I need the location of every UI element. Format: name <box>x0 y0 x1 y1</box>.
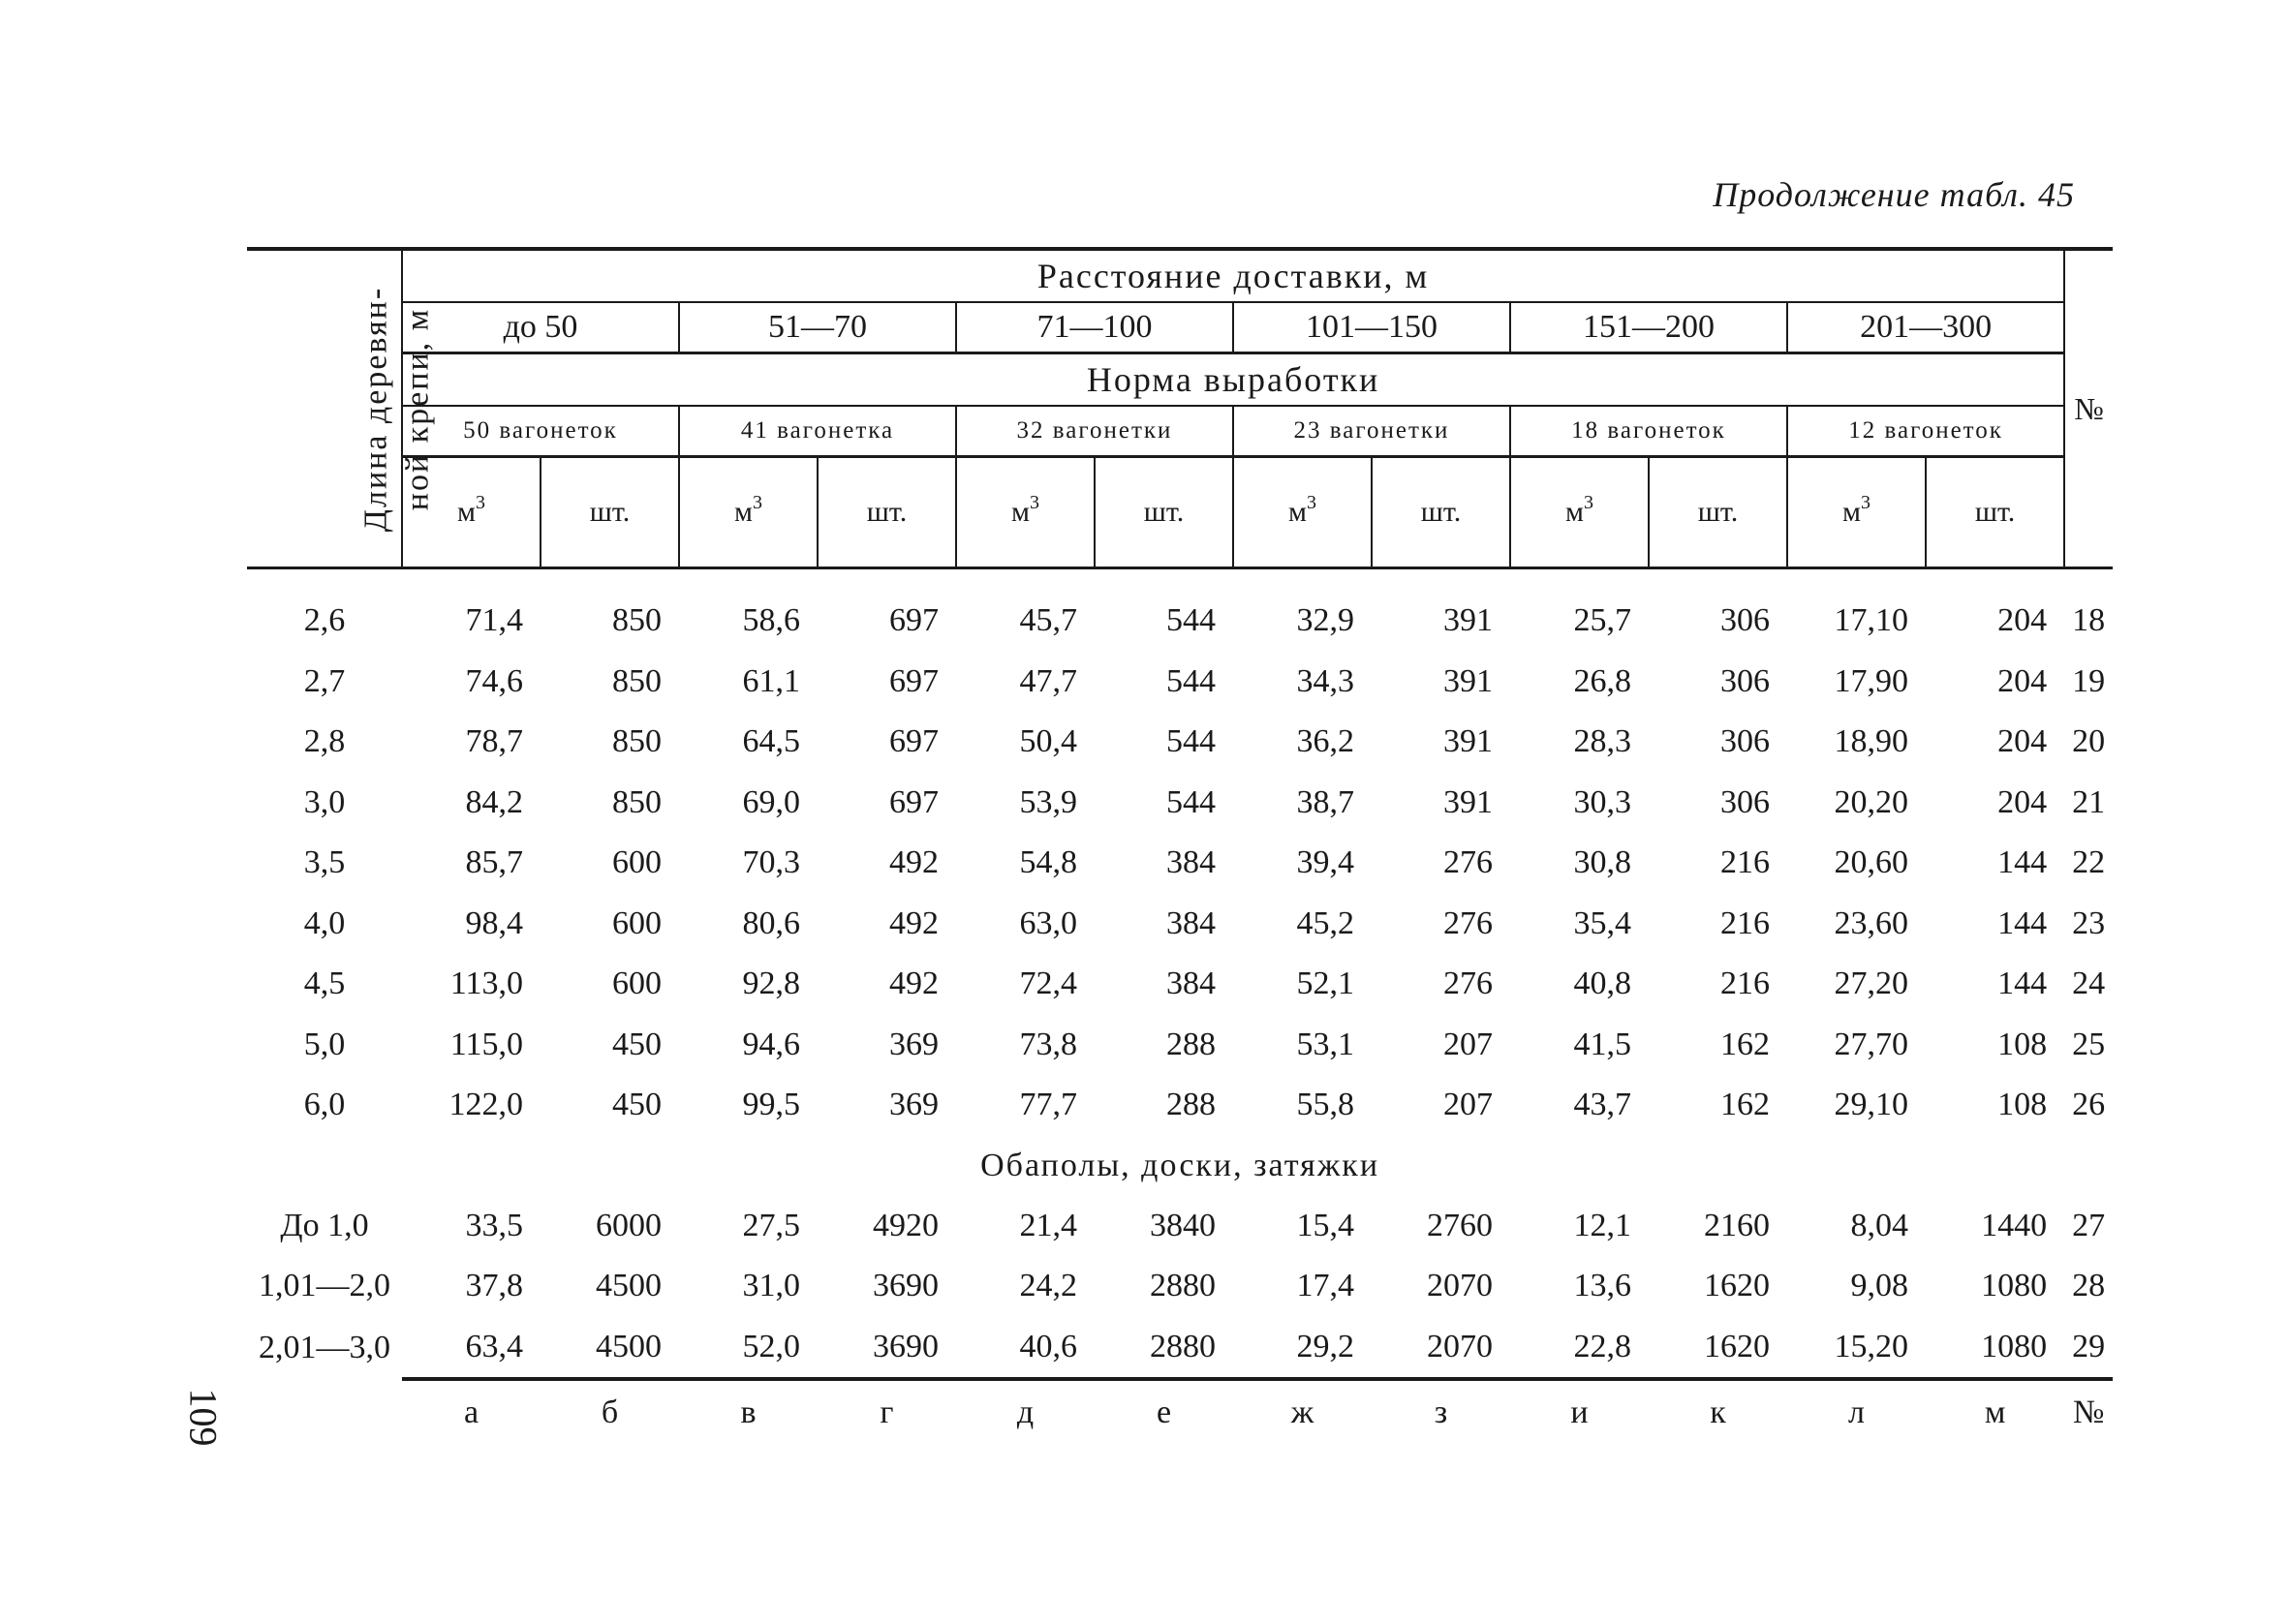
table-body <box>247 568 2113 1446</box>
unit-m3-header <box>1787 457 1926 568</box>
length-cell: 3,5 <box>303 844 346 881</box>
value-cell: 1620 <box>1704 1268 1770 1304</box>
wagon-count-header: 32 вагонетки <box>956 406 1233 457</box>
unit-m3-exponent: 3 <box>752 492 762 513</box>
value-cell: 492 <box>889 844 939 881</box>
distance-range-header: до 50 <box>402 302 679 353</box>
value-cell: 18,90 <box>1834 723 1908 760</box>
distance-title: Расстояние доставки, м <box>402 249 2064 302</box>
wagon-count-header: 12 вагонеток <box>1787 406 2064 457</box>
table-row <box>247 712 2113 773</box>
column-letter: е <box>1095 1379 1233 1445</box>
value-cell: 63,4 <box>465 1328 523 1364</box>
row-number-cell: 19 <box>2072 662 2106 699</box>
value-cell: 391 <box>1443 783 1493 820</box>
column-letter: а <box>402 1379 541 1445</box>
value-cell: 32,9 <box>1296 602 1354 639</box>
unit-m3-base: м <box>1565 496 1584 528</box>
value-cell: 24,2 <box>1019 1268 1077 1304</box>
value-cell: 391 <box>1443 662 1493 699</box>
value-cell: 17,90 <box>1834 662 1908 699</box>
length-cell: 5,0 <box>303 1026 346 1062</box>
row-number-cell: 27 <box>2072 1207 2106 1243</box>
value-cell: 108 <box>1997 1026 2048 1062</box>
row-number-cell: 26 <box>2072 1087 2106 1123</box>
value-cell: 31,0 <box>742 1268 800 1304</box>
value-cell: 850 <box>612 723 662 760</box>
row-number-cell: 23 <box>2072 904 2106 941</box>
value-cell: 3690 <box>873 1328 939 1364</box>
length-label-line2: ной крепи, м <box>399 307 435 510</box>
value-cell: 20,60 <box>1834 844 1908 881</box>
wagon-count-header: 23 вагонетки <box>1233 406 1510 457</box>
value-cell: 64,5 <box>742 723 800 760</box>
value-cell: 544 <box>1166 723 1216 760</box>
table-caption: Продолжение табл. 45 <box>1713 175 2075 214</box>
value-cell: 115,0 <box>449 1026 523 1062</box>
value-cell: 4500 <box>596 1268 662 1304</box>
value-cell: 72,4 <box>1019 965 1077 1002</box>
value-cell: 21,4 <box>1019 1207 1077 1243</box>
unit-m3-header <box>956 457 1095 568</box>
value-cell: 50,4 <box>1019 723 1077 760</box>
value-cell: 27,70 <box>1834 1026 1908 1062</box>
unit-m3-base: м <box>1842 496 1861 528</box>
value-cell: 276 <box>1443 844 1493 881</box>
length-header <box>247 249 435 568</box>
value-cell: 1620 <box>1704 1328 1770 1364</box>
value-cell: 544 <box>1166 602 1216 639</box>
value-cell: 384 <box>1166 965 1216 1002</box>
value-cell: 55,8 <box>1296 1087 1354 1123</box>
value-cell: 30,3 <box>1573 783 1631 820</box>
value-cell: 9,08 <box>1850 1268 1908 1304</box>
value-cell: 204 <box>1997 783 2048 820</box>
unit-m3-exponent: 3 <box>1583 492 1593 513</box>
value-cell: 78,7 <box>465 723 523 760</box>
unit-m3-header <box>679 457 818 568</box>
column-letter: г <box>818 1379 956 1445</box>
value-cell: 74,6 <box>465 662 523 699</box>
value-cell: 15,4 <box>1296 1207 1354 1243</box>
value-cell: 40,8 <box>1573 965 1631 1002</box>
value-cell: 492 <box>889 965 939 1002</box>
unit-m3-base: м <box>1288 496 1307 528</box>
value-cell: 63,0 <box>1019 904 1077 941</box>
value-cell: 697 <box>889 783 939 820</box>
value-cell: 12,1 <box>1573 1207 1631 1243</box>
unit-m3-exponent: 3 <box>1860 492 1871 513</box>
value-cell: 84,2 <box>465 783 523 820</box>
table-row <box>247 773 2113 834</box>
value-cell: 288 <box>1166 1087 1216 1123</box>
value-cell: 25,7 <box>1573 602 1631 639</box>
value-cell: 71,4 <box>465 602 523 639</box>
value-cell: 276 <box>1443 904 1493 941</box>
value-cell: 600 <box>612 844 662 881</box>
distance-range-header: 101—150 <box>1233 302 1510 353</box>
value-cell: 45,2 <box>1296 904 1354 941</box>
value-cell: 2880 <box>1150 1328 1216 1364</box>
value-cell: 23,60 <box>1834 904 1908 941</box>
table-row <box>247 1317 2113 1380</box>
value-cell: 4500 <box>596 1328 662 1364</box>
value-cell: 94,6 <box>742 1026 800 1062</box>
value-cell: 850 <box>612 602 662 639</box>
value-cell: 98,4 <box>465 904 523 941</box>
value-cell: 697 <box>889 662 939 699</box>
row-number-cell: 21 <box>2072 783 2106 820</box>
value-cell: 2160 <box>1704 1207 1770 1243</box>
value-cell: 204 <box>1997 602 2048 639</box>
column-letter: л <box>1787 1379 1926 1445</box>
value-cell: 77,7 <box>1019 1087 1077 1123</box>
value-cell: 2760 <box>1427 1207 1493 1243</box>
value-cell: 29,2 <box>1296 1328 1354 1364</box>
column-letter: ж <box>1233 1379 1372 1445</box>
table-row <box>247 1075 2113 1136</box>
value-cell: 52,0 <box>742 1328 800 1364</box>
wagon-count-header: 18 вагонеток <box>1510 406 1787 457</box>
page-number: 109 <box>181 1388 226 1447</box>
range-row <box>247 302 2113 353</box>
unit-row <box>247 457 2113 568</box>
value-cell: 17,10 <box>1834 602 1908 639</box>
unit-pcs-header: шт. <box>1095 457 1233 568</box>
column-letter: б <box>541 1379 679 1445</box>
value-cell: 1080 <box>1981 1268 2048 1304</box>
table-row <box>247 894 2113 955</box>
value-cell: 35,4 <box>1573 904 1631 941</box>
value-cell: 45,7 <box>1019 602 1077 639</box>
value-cell: 47,7 <box>1019 662 1077 699</box>
value-cell: 450 <box>612 1087 662 1123</box>
length-cell: 6,0 <box>303 1087 346 1123</box>
length-cell: 2,01—3,0 <box>259 1329 390 1365</box>
table-row <box>247 1196 2113 1257</box>
value-cell: 80,6 <box>742 904 800 941</box>
value-cell: 17,4 <box>1296 1268 1354 1304</box>
value-cell: 204 <box>1997 723 2048 760</box>
value-cell: 52,1 <box>1296 965 1354 1002</box>
length-cell: 4,0 <box>303 904 346 941</box>
value-cell: 369 <box>889 1087 939 1123</box>
value-cell: 697 <box>889 723 939 760</box>
column-letter: к <box>1649 1379 1787 1445</box>
section-row <box>247 1136 2113 1196</box>
number-header: № <box>2064 249 2113 568</box>
unit-pcs-header: шт. <box>818 457 956 568</box>
value-cell: 26,8 <box>1573 662 1631 699</box>
value-cell: 61,1 <box>742 662 800 699</box>
column-letter-row <box>247 1379 2113 1445</box>
value-cell: 70,3 <box>742 844 800 881</box>
value-cell: 450 <box>612 1026 662 1062</box>
table-row <box>247 591 2113 652</box>
value-cell: 22,8 <box>1573 1328 1631 1364</box>
value-cell: 544 <box>1166 783 1216 820</box>
table-row <box>247 954 2113 1015</box>
unit-m3-header <box>1510 457 1649 568</box>
value-cell: 20,20 <box>1834 783 1908 820</box>
value-cell: 204 <box>1997 662 2048 699</box>
value-cell: 306 <box>1720 602 1770 639</box>
column-letter: в <box>679 1379 818 1445</box>
length-cell: 1,01—2,0 <box>259 1268 390 1304</box>
unit-m3-base: м <box>457 496 476 528</box>
value-cell: 369 <box>889 1026 939 1062</box>
value-cell: 73,8 <box>1019 1026 1077 1062</box>
wagon-count-header: 41 вагонетка <box>679 406 956 457</box>
value-cell: 391 <box>1443 602 1493 639</box>
value-cell: 384 <box>1166 904 1216 941</box>
column-letter: м <box>1926 1379 2064 1445</box>
table-row <box>247 1256 2113 1317</box>
length-label-line1: Длина деревян- <box>357 286 394 532</box>
value-cell: 1440 <box>1981 1207 2048 1243</box>
value-cell: 6000 <box>596 1207 662 1243</box>
value-cell: 99,5 <box>742 1087 800 1123</box>
value-cell: 122,0 <box>448 1087 523 1123</box>
value-cell: 34,3 <box>1296 662 1354 699</box>
distance-range-header: 71—100 <box>956 302 1233 353</box>
length-cell: 2,6 <box>303 602 346 639</box>
unit-m3-exponent: 3 <box>1306 492 1316 513</box>
row-number-cell: 25 <box>2072 1026 2106 1062</box>
value-cell: 600 <box>612 965 662 1002</box>
length-cell: 4,5 <box>303 965 346 1002</box>
row-number-cell: 28 <box>2072 1268 2106 1304</box>
value-cell: 544 <box>1166 662 1216 699</box>
value-cell: 43,7 <box>1573 1087 1631 1123</box>
value-cell: 2070 <box>1427 1268 1493 1304</box>
value-cell: 216 <box>1720 904 1770 941</box>
value-cell: 2880 <box>1150 1268 1216 1304</box>
value-cell: 40,6 <box>1019 1328 1077 1364</box>
value-cell: 36,2 <box>1296 723 1354 760</box>
value-cell: 39,4 <box>1296 844 1354 881</box>
value-cell: 207 <box>1443 1087 1493 1123</box>
unit-pcs-header: шт. <box>1372 457 1510 568</box>
value-cell: 28,3 <box>1573 723 1631 760</box>
value-cell: 207 <box>1443 1026 1493 1062</box>
column-letter-number: № <box>2064 1379 2113 1445</box>
value-cell: 108 <box>1997 1087 2048 1123</box>
value-cell: 162 <box>1720 1087 1770 1123</box>
value-cell: 697 <box>889 602 939 639</box>
table-row <box>247 833 2113 894</box>
value-cell: 850 <box>612 662 662 699</box>
norms-table <box>247 247 2113 1445</box>
section-title: Обаполы, доски, затяжки <box>980 1147 1380 1183</box>
value-cell: 3840 <box>1150 1207 1216 1243</box>
value-cell: 85,7 <box>465 844 523 881</box>
row-number-cell: 24 <box>2072 965 2106 1002</box>
unit-m3-base: м <box>1011 496 1030 528</box>
value-cell: 27,20 <box>1834 965 1908 1002</box>
value-cell: 216 <box>1720 844 1770 881</box>
value-cell: 92,8 <box>742 965 800 1002</box>
value-cell: 27,5 <box>742 1207 800 1243</box>
value-cell: 391 <box>1443 723 1493 760</box>
value-cell: 38,7 <box>1296 783 1354 820</box>
length-cell: 2,8 <box>303 723 346 760</box>
column-letter: д <box>956 1379 1095 1445</box>
value-cell: 53,9 <box>1019 783 1077 820</box>
value-cell: 1080 <box>1981 1328 2048 1364</box>
value-cell: 492 <box>889 904 939 941</box>
value-cell: 33,5 <box>465 1207 523 1243</box>
value-cell: 58,6 <box>742 602 800 639</box>
value-cell: 144 <box>1997 844 2048 881</box>
row-number-cell: 22 <box>2072 844 2106 881</box>
value-cell: 37,8 <box>465 1268 523 1304</box>
value-cell: 306 <box>1720 723 1770 760</box>
value-cell: 850 <box>612 783 662 820</box>
wagon-row <box>247 406 2113 457</box>
value-cell: 216 <box>1720 965 1770 1002</box>
value-cell: 2070 <box>1427 1328 1493 1364</box>
value-cell: 384 <box>1166 844 1216 881</box>
value-cell: 30,8 <box>1573 844 1631 881</box>
distance-range-header: 151—200 <box>1510 302 1787 353</box>
unit-pcs-header: шт. <box>1926 457 2064 568</box>
table-row <box>247 1015 2113 1076</box>
row-number-cell: 29 <box>2072 1328 2106 1364</box>
footer-blank-cell <box>247 1379 402 1445</box>
unit-m3-exponent: 3 <box>1029 492 1039 513</box>
wagon-count-header: 50 вагонеток <box>402 406 679 457</box>
value-cell: 276 <box>1443 965 1493 1002</box>
length-cell: 2,7 <box>303 662 346 699</box>
value-cell: 13,6 <box>1573 1268 1631 1304</box>
distance-range-header: 201—300 <box>1787 302 2064 353</box>
value-cell: 162 <box>1720 1026 1770 1062</box>
value-cell: 288 <box>1166 1026 1216 1062</box>
table-row <box>247 652 2113 713</box>
value-cell: 4920 <box>873 1207 939 1243</box>
length-cell: До 1,0 <box>280 1207 369 1243</box>
value-cell: 306 <box>1720 783 1770 820</box>
value-cell: 29,10 <box>1834 1087 1908 1123</box>
norm-title: Норма выработки <box>402 353 2064 407</box>
row-number-cell: 18 <box>2072 602 2106 639</box>
unit-m3-exponent: 3 <box>475 492 485 513</box>
value-cell: 15,20 <box>1834 1328 1908 1364</box>
length-cell: 3,0 <box>303 783 346 820</box>
value-cell: 3690 <box>873 1268 939 1304</box>
value-cell: 53,1 <box>1296 1026 1354 1062</box>
column-letter: и <box>1510 1379 1649 1445</box>
unit-m3-base: м <box>734 496 753 528</box>
distance-range-header: 51—70 <box>679 302 956 353</box>
value-cell: 306 <box>1720 662 1770 699</box>
value-cell: 113,0 <box>449 965 523 1002</box>
value-cell: 144 <box>1997 965 2048 1002</box>
value-cell: 600 <box>612 904 662 941</box>
value-cell: 69,0 <box>742 783 800 820</box>
value-cell: 8,04 <box>1850 1207 1908 1243</box>
unit-m3-header <box>1233 457 1372 568</box>
value-cell: 144 <box>1997 904 2048 941</box>
column-letter: з <box>1372 1379 1510 1445</box>
value-cell: 41,5 <box>1573 1026 1631 1062</box>
unit-pcs-header: шт. <box>541 457 679 568</box>
unit-pcs-header: шт. <box>1649 457 1787 568</box>
value-cell: 54,8 <box>1019 844 1077 881</box>
row-number-cell: 20 <box>2072 723 2106 760</box>
